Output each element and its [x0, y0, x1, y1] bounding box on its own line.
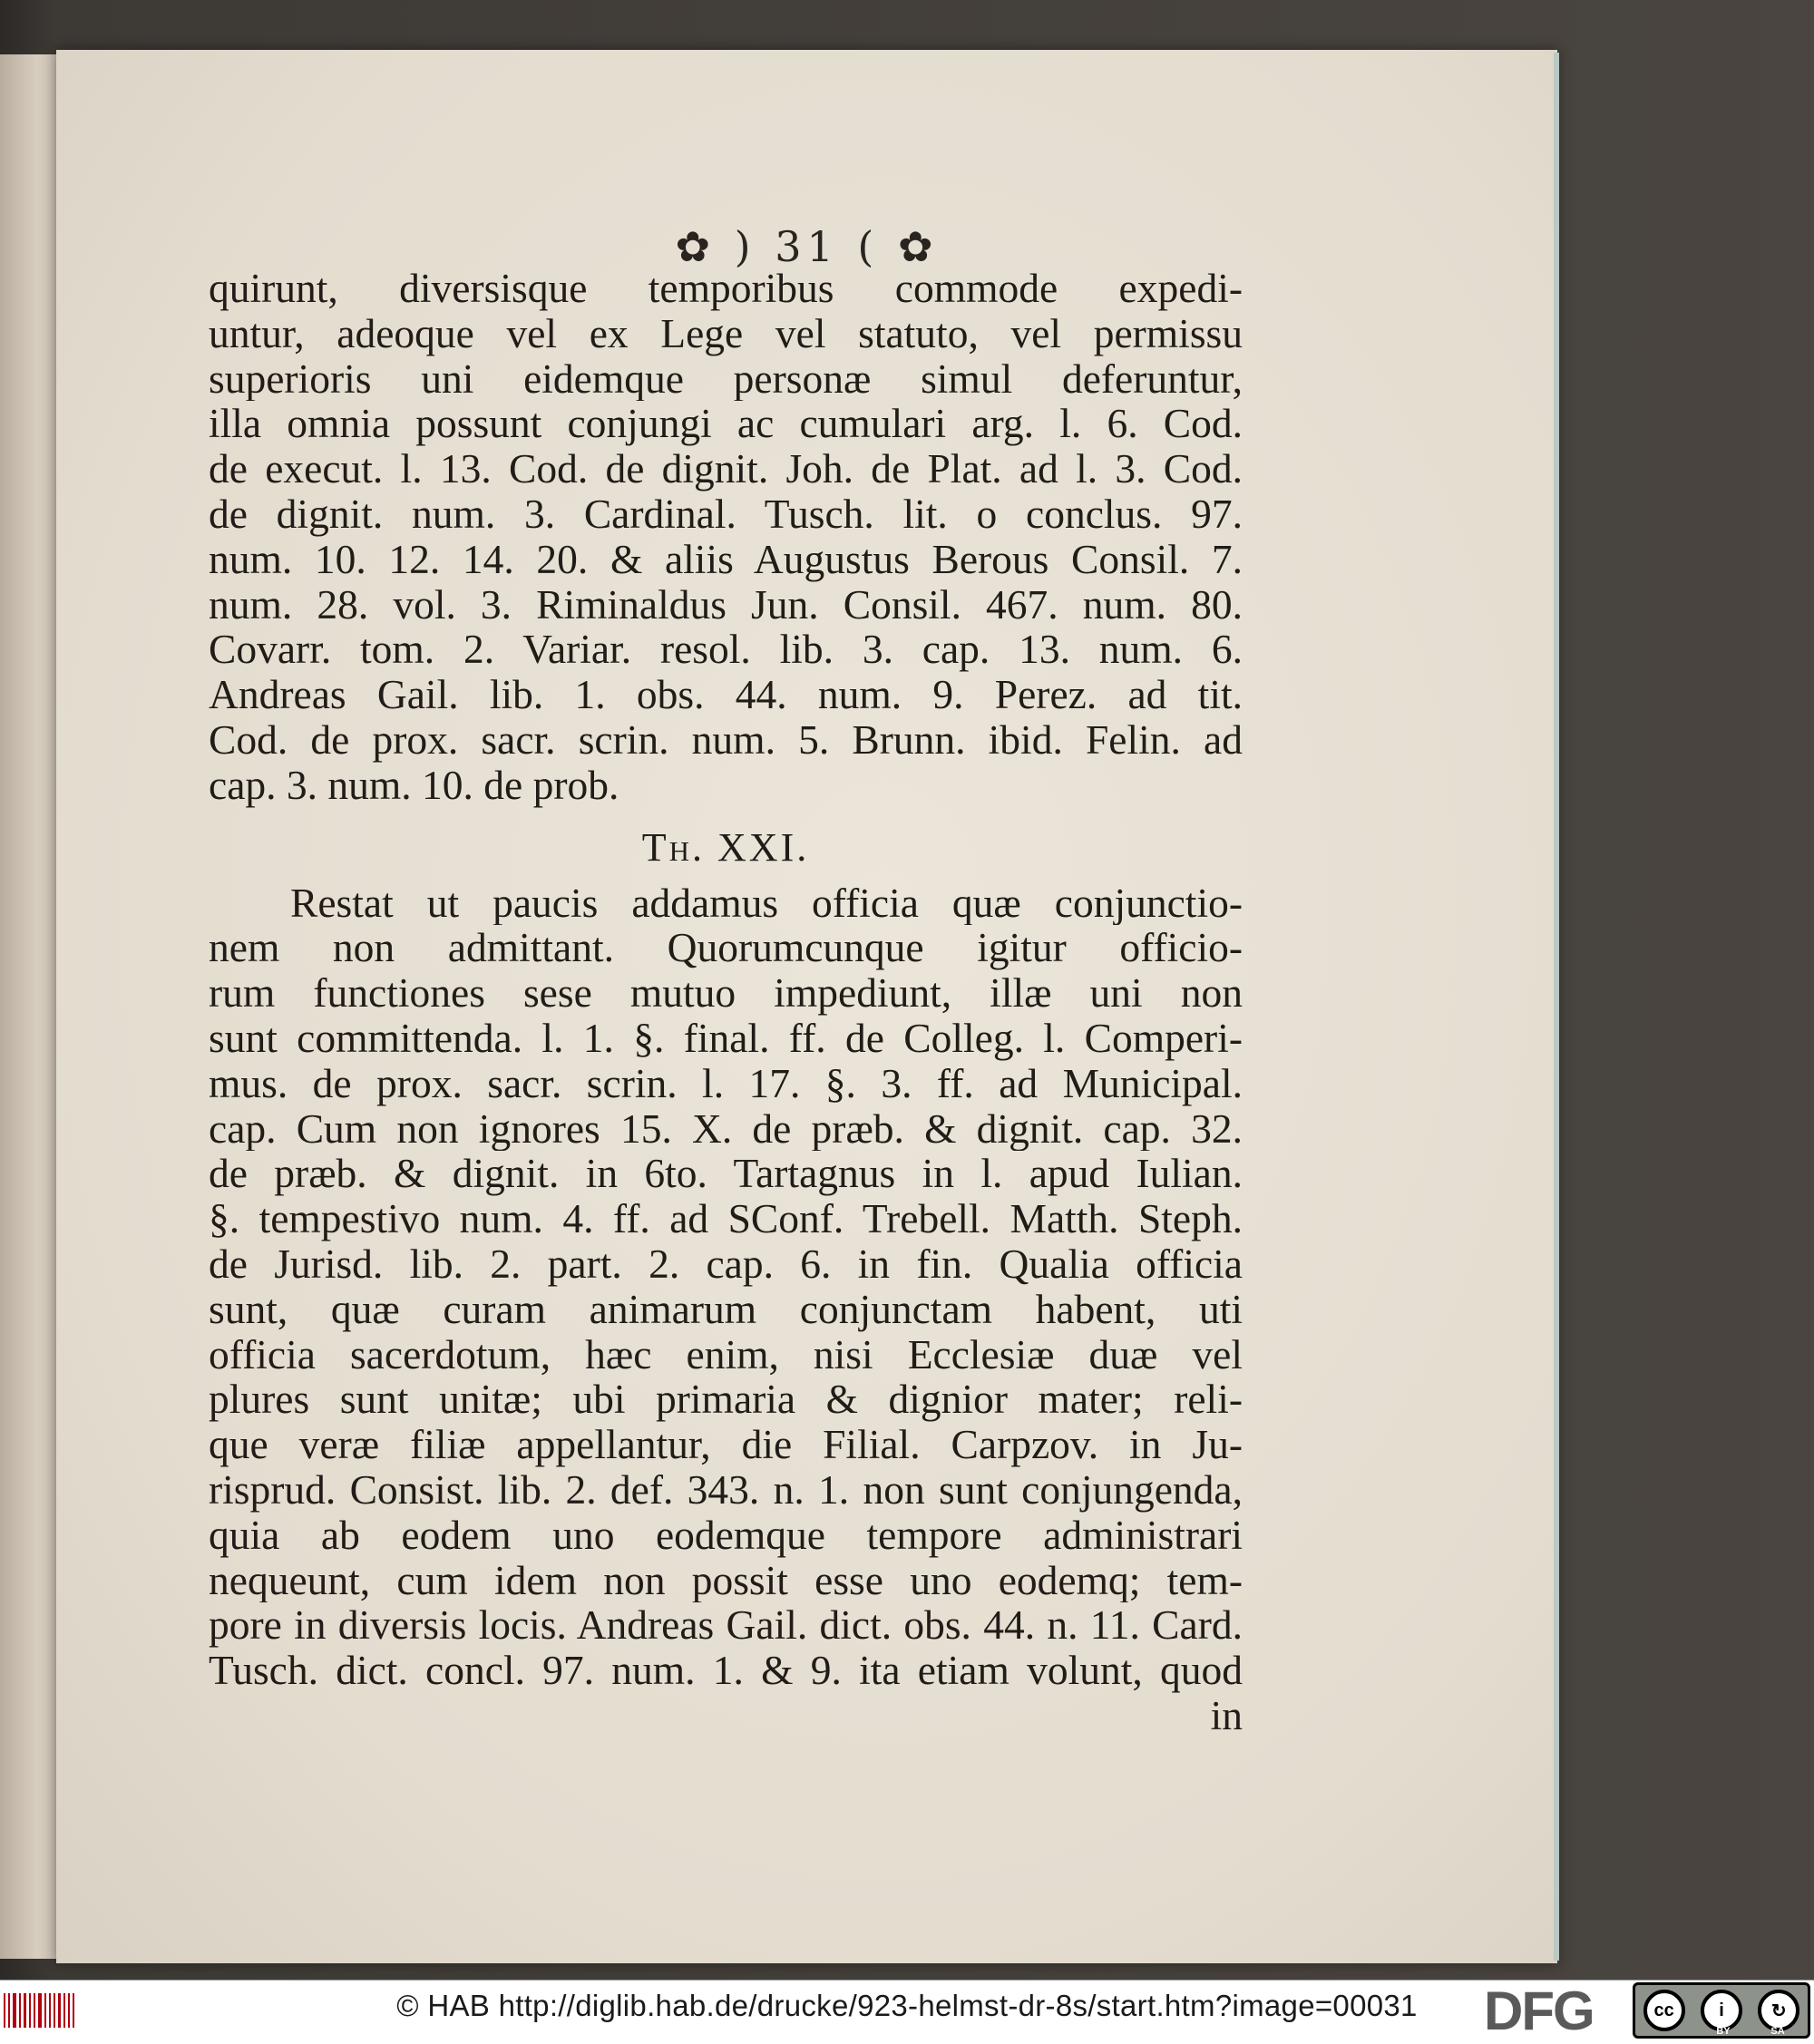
attribution-icon: i [1701, 1990, 1742, 2031]
dfg-logo: DFG [1484, 1981, 1594, 2041]
text-line: Covarr. tom. 2. Variar. resol. lib. 3. cap. 13. num. 6. [209, 627, 1243, 673]
text-line: cap. 3. num. 10. de prob. [209, 762, 619, 808]
text-line: quia ab eodem uno eodemque tempore administrari [209, 1512, 1243, 1558]
text-line: untur, adeoque vel ex Lege vel statuto, vel permissu [209, 310, 1243, 356]
cc-icon: cc [1643, 1990, 1685, 2031]
text-line: Tusch. dict. concl. 97. num. 1. & 9. ita etiam volunt, quod [209, 1648, 1243, 1693]
text-line: Restat ut paucis addamus officia quæ conjunctio- [290, 880, 1243, 926]
text-line: de execut. l. 13. Cod. de dignit. Joh. de Plat. ad l. 3. Cod. [209, 446, 1243, 492]
text-line: illa omnia possunt conjungi ac cumulari arg. l. 6. Cod. [209, 401, 1243, 447]
text-line: de Jurisd. lib. 2. part. 2. cap. 6. in fin. Qualia officia [209, 1241, 1243, 1287]
text-line: que veræ filiæ appellantur, die Filial. Carpzov. in Ju- [209, 1422, 1243, 1467]
text-line: de præb. & dignit. in 6to. Tartagnus in l. apud Iulian. [209, 1151, 1243, 1197]
text-line: §. tempestivo num. 4. ff. ad SConf. Trebell. Matth. Steph. [209, 1196, 1243, 1241]
text-line: mus. de prox. sacr. scrin. l. 17. §. 3. ff. ad Municipal. [209, 1060, 1243, 1106]
text-line: Andreas Gail. lib. 1. obs. 44. num. 9. Perez. ad tit. [209, 672, 1243, 717]
text-line: superioris uni eidemque personæ simul deferuntur, [209, 355, 1243, 402]
page-text [209, 266, 1243, 1738]
text-line: quirunt, diversisque temporibus commode expedi- [209, 266, 1243, 311]
paragraph-continuation [209, 266, 1243, 808]
paragraph-th-xxi [209, 881, 1243, 1693]
page-fore-edge [1554, 53, 1559, 1961]
catchword: in [1210, 1692, 1243, 1738]
text-line: cap. Cum non ignores 15. X. de præb. & dignit. cap. 32. [209, 1105, 1243, 1152]
book-page [56, 50, 1557, 1963]
text-line: risprud. Consist. lib. 2. def. 343. n. 1. non sunt conjungenda, [209, 1466, 1243, 1513]
text-line: Cod. de prox. sacr. scrin. num. 5. Brunn. ibid. Felin. ad [209, 716, 1243, 763]
share-alike-icon: ↻ [1758, 1990, 1799, 2031]
text-line: officia sacerdotum, hæc enim, nisi Ecclesiæ duæ vel [209, 1331, 1243, 1377]
text-line: pore in diversis locis. Andreas Gail. dict. obs. 44. n. 11. Card. [209, 1602, 1243, 1649]
text-line: de dignit. num. 3. Cardinal. Tusch. lit. o conclus. 97. [209, 491, 1243, 537]
text-line: sunt committenda. l. 1. §. final. ff. de Colleg. l. Comperi- [209, 1015, 1243, 1061]
page-folio: ✿ ) 31 ( ✿ [675, 222, 939, 271]
text-line: nem non admittant. Quorumcunque igitur officio- [209, 925, 1243, 971]
text-line: num. 10. 12. 14. 20. & aliis Augustus Berous Consil. 7. [209, 536, 1243, 582]
copyright-link[interactable]: © HAB http://diglib.hab.de/drucke/923-helmst-dr-8s/start.htm?image=00031 [396, 1989, 1418, 2022]
cc-labels [1696, 2026, 1805, 2037]
text-line: nequeunt, cum idem non possit esse uno eodemq; tem- [209, 1557, 1243, 1603]
cc-label-by: BY [1716, 2026, 1731, 2037]
text-line: num. 28. vol. 3. Riminaldus Jun. Consil. 467. num. 80. [209, 581, 1243, 628]
cc-label-sa: SA [1770, 2026, 1785, 2037]
text-line: plures sunt unitæ; ubi primaria & dignior mater; reli- [209, 1377, 1243, 1423]
previous-page-edge [0, 54, 62, 1959]
text-line: sunt, quæ curam animarum conjunctam habent, uti [209, 1286, 1243, 1332]
section-heading: Th. XXI. [641, 824, 810, 870]
text-line: rum functiones sese mutuo impediunt, illæ uni non [209, 970, 1243, 1016]
